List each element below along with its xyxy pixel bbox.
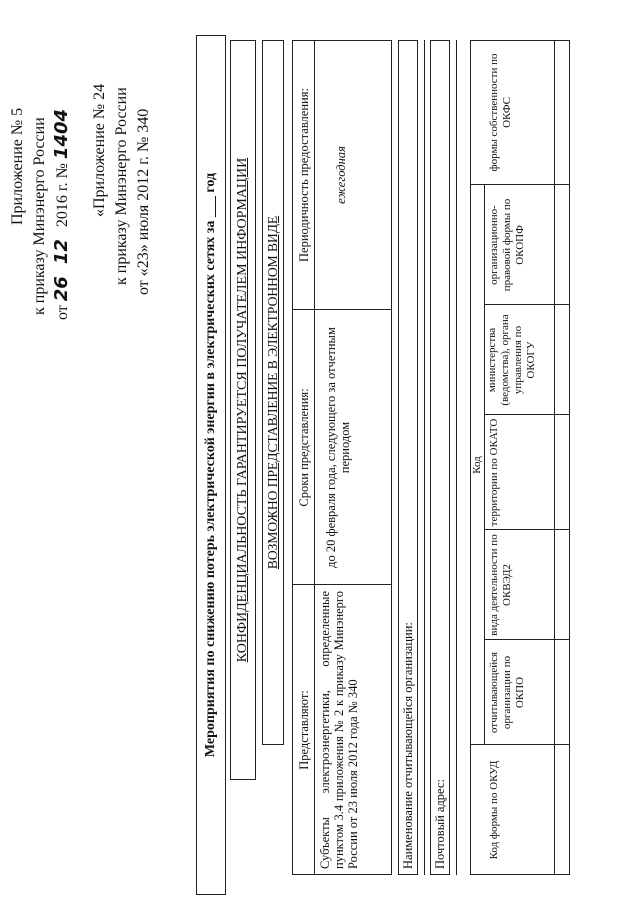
submission-header-divider — [314, 40, 315, 875]
appendix-5-label: Приложение № 5 — [9, 107, 26, 225]
order-number: 1404 — [51, 108, 72, 160]
code-header: Код — [471, 456, 483, 474]
order2-date: от «23» июля 2012 г. № 340 — [135, 108, 152, 295]
code-col-okato: территории по ОКАТО — [488, 418, 500, 527]
code-col-4 — [484, 414, 570, 415]
submit-header: Представляют: — [297, 690, 311, 770]
code-col-okved: вида деятельности по ОКВЭД2 — [488, 534, 513, 636]
order-date-year: 2016 г. № — [54, 163, 71, 228]
code-col-okogu: министерства (ведомства), органа управления по ОКОГУ — [486, 314, 537, 406]
code-col-6 — [470, 184, 570, 185]
confidentiality-notice: КОНФИДЕНЦИАЛЬНОСТЬ ГАРАНТИРУЕТСЯ ПОЛУЧАТЕЛЕМ ИНФОРМАЦИИ — [235, 157, 250, 663]
order-date-prefix: от — [54, 305, 71, 320]
deadline-text: до 20 февраля года, следующего за отчетным периодом — [324, 327, 352, 568]
period-text: ежегодная — [334, 146, 348, 204]
order-date-line — [52, 109, 73, 320]
code-col-okpo: отчитывающейся организации по ОКПО — [488, 651, 526, 734]
code-col-5 — [484, 304, 570, 305]
submitters-text: Субъекты электроэнергетики, определенные пунктом 3.4 приложения № 2 к приказу Минэнерго России от 23 июля 2012 года № 340 — [318, 591, 360, 869]
order-reference: к приказу Минэнерго России — [31, 117, 48, 315]
deadline-header: Сроки представления: — [297, 388, 311, 507]
org-name-label: Наименование отчитывающейся организации: — [401, 622, 415, 869]
code-col-3 — [484, 529, 570, 530]
period-header: Периодичность предоставления: — [297, 88, 311, 262]
code-col-okud: Код формы по ОКУД — [488, 760, 500, 860]
org-name-extra-line — [424, 40, 425, 875]
address-extra-line — [456, 40, 457, 875]
form-title: Мероприятия по снижению потерь электрической энергии в электрических сетях за ___ год — [203, 172, 218, 758]
address-label: Почтовый адрес: — [433, 779, 447, 869]
code-table — [470, 40, 570, 875]
order2-reference: к приказу Минэнерго России — [113, 87, 130, 285]
code-col-2 — [484, 639, 570, 640]
appendix-24-label: «Приложение № 24 — [91, 83, 108, 217]
code-col-1 — [470, 744, 570, 745]
order-date-day: 26 — [51, 276, 72, 302]
code-values-divider — [554, 40, 555, 875]
code-header-divider — [484, 185, 485, 745]
code-col-okopf: организационно-правовой формы по ОКОПФ — [488, 198, 526, 292]
code-col-okfs: формы собственности по ОКФС — [488, 53, 513, 172]
electronic-notice: ВОЗМОЖНО ПРЕДСТАВЛЕНИЕ В ЭЛЕКТРОННОМ ВИДЕ — [265, 215, 280, 570]
order-date-month: 12 — [51, 239, 72, 265]
